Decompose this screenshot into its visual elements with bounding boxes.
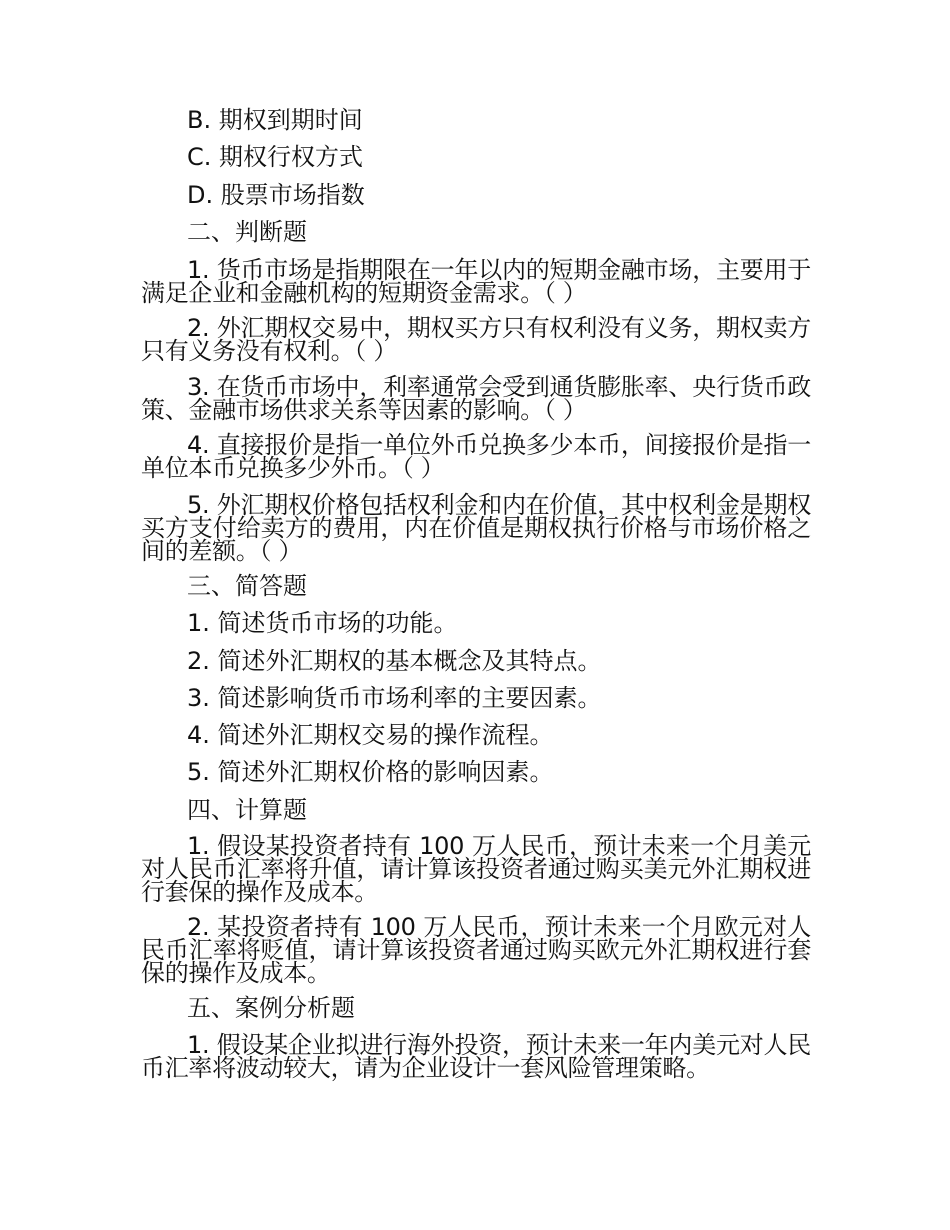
- true-false-question-1: 1. 货币市场是指期限在一年以内的短期金融市场，主要用于满足企业和金融机构的短期资金需求。（ ）: [141, 256, 811, 307]
- case-analysis-question-1: 1. 假设某企业拟进行海外投资，预计未来一年内美元对人民币汇率将波动较大，请为企业设计一套风险管理策略。: [141, 1031, 811, 1082]
- short-answer-question-1: 1. 简述货币市场的功能。: [187, 609, 458, 637]
- true-false-question-2: 2. 外汇期权交易中，期权买方只有权利没有义务，期权卖方只有义务没有权利。（ ）: [141, 314, 811, 365]
- true-false-question-4: 4. 直接报价是指一单位外币兑换多少本币，间接报价是指一单位本币兑换多少外币。（ ）: [141, 431, 811, 482]
- short-answer-question-2: 2. 简述外汇期权的基本概念及其特点。: [187, 647, 602, 675]
- short-answer-question-3: 3. 简述影响货币市场利率的主要因素。: [187, 684, 602, 712]
- calculation-question-2: 2. 某投资者持有 100 万人民币，预计未来一个月欧元对人民币汇率将贬值，请计算该投资者通过购买欧元外汇期权进行套保的操作及成本。: [141, 913, 811, 987]
- calculation-question-1: 1. 假设某投资者持有 100 万人民币，预计未来一个月美元对人民币汇率将升值，请计算该投资者通过购买美元外汇期权进行套保的操作及成本。: [141, 832, 811, 906]
- true-false-question-3: 3. 在货币市场中，利率通常会受到通货膨胀率、央行货币政策、金融市场供求关系等因素的影响。（ ）: [141, 373, 811, 424]
- option-c: C. 期权行权方式: [187, 143, 364, 171]
- section-heading-calculation: 四、计算题: [187, 796, 307, 824]
- section-heading-case-analysis: 五、案例分析题: [187, 994, 355, 1022]
- short-answer-question-4: 4. 简述外汇期权交易的操作流程。: [187, 721, 554, 749]
- short-answer-question-5: 5. 简述外汇期权价格的影响因素。: [187, 758, 554, 786]
- section-heading-short-answer: 三、简答题: [187, 572, 307, 600]
- section-heading-true-false: 二、判断题: [187, 218, 307, 246]
- option-d: D. 股票市场指数: [187, 181, 365, 209]
- true-false-question-5: 5. 外汇期权价格包括权利金和内在价值，其中权利金是期权买方支付给卖方的费用，内在价值是期权执行价格与市场价格之间的差额。（ ）: [141, 491, 811, 565]
- option-b: B. 期权到期时间: [187, 106, 363, 134]
